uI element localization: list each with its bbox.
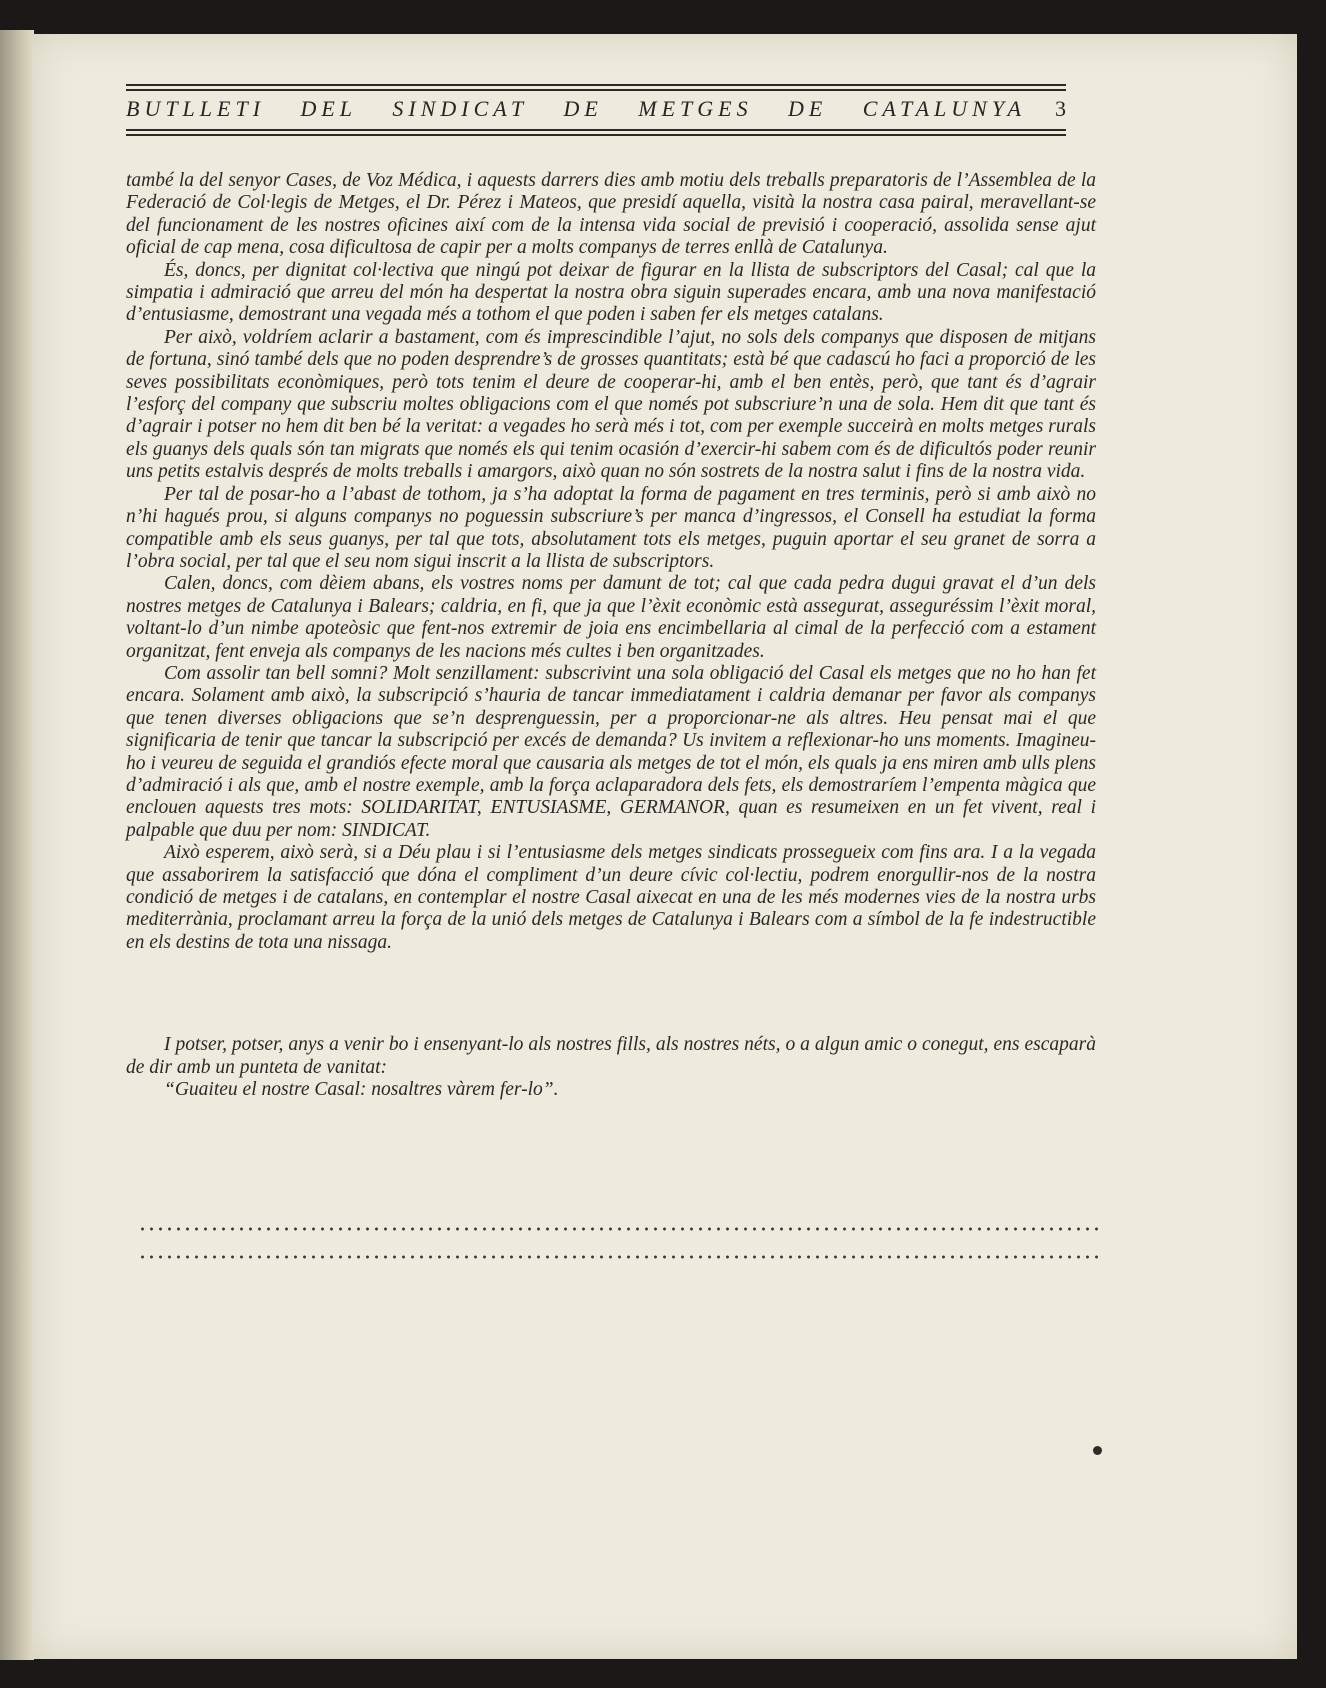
scan-left-edge <box>0 30 34 1660</box>
paragraph: Calen, doncs, com dèiem abans, els vostres noms per damunt de tot; cal que cada pedra dugui gravat el d’un dels nostres metges de Catalunya i Balears; caldria, en fi, que ja que l’èxit econòmic està assegurat, asseguréssim l’èxit moral, voltant-lo d’un nimbe apoteòsic que fent-nos extremir de joia ens encimbellaria al cimal de la perfecció com a estament organitzat, fent enveja als companys de les nacions més cultes i ben organitzades. <box>126 573 1096 662</box>
ellipsis-row <box>138 1250 1098 1264</box>
page-number: 3 <box>1055 96 1066 121</box>
closing-quote: “Guaiteu el nostre Casal: nosaltres vàrem fer-lo”. <box>164 1079 559 1101</box>
running-head <box>126 84 1066 136</box>
paragraph: Per això, voldríem aclarir a bastament, com és imprescindible l’ajut, no sols dels companys que disposen de mitjans de fortuna, sinó també dels que no poden desprendre’s de grosses quantitats; està bé que cadascú ho faci a proporció de les seves possibilitats econòmiques, però tots tenim el deure de cooperar-hi, amb el ben entès, però, que tant és d’agrair l’esforç del company que subscriu moltes obligacions com el que només pot subscriure’n una de sola. Hem dit que tant és d’agrair i potser no hem dit ben bé la veritat: a vegades ho serà més i tot, com per exemple succeirà en molts metges rurals els guanys dels quals són tan migrats que només els qui tenim ocasión d’exercir-hi sabem com és de dificultós poder reunir uns petits estalvis després de molts treballs i amargors, això quan no són sostrets de la nostra salut i fins de la nostra vida. <box>126 326 1096 483</box>
title-word: CATALUNYA <box>862 96 1026 121</box>
title-word: SINDICAT <box>392 96 529 121</box>
journal-title <box>126 92 1026 126</box>
title-word: DEL <box>300 96 357 121</box>
closing-paragraph: I potser, potser, anys a venir bo i ensenyant-lo als nostres fills, als nostres néts, o a algun amic o conegut, ens escaparà de dir amb un punteta de vanitat: <box>126 1034 1096 1078</box>
header-rule-bottom <box>126 134 1066 136</box>
ink-spot <box>1093 1446 1102 1455</box>
title-word: METGES <box>638 96 753 121</box>
header-rule-bottom-inner <box>126 129 1066 131</box>
title-word: DE <box>787 96 828 121</box>
paragraph: Com assolir tan bell somni? Molt senzillament: subscrivint una sola obligació del Casal els metges que no ho han fet encara. Solament amb això, la subscripció s’hauria de tancar immediatament i caldria demanar per favor als companys que tenen diverses obligacions que se’n desprenguessin, per a proporcionar-ne als altres. Heu pensat mai el que significaria de tenir que tancar la subscripció per excés de demanda? Us invitem a reflexionar-ho uns moments. Imagineu-ho i veureu de seguida el grandiós efecte moral que causaria als metges de tot el món, els quals ja ens miren amb ulls plens d’admiració i als que, amb el nostre exemple, amb la força aclaparadora dels fets, els demostraríem l’empenta màgica que enclouen aquests tres mots: SOLIDARITAT, ENTUSIASME, GERMANOR, quan es resumeixen en un fet vivent, real i palpable que duu per nom: SINDICAT. <box>126 662 1096 841</box>
dots-gap <box>126 954 1096 1034</box>
title-word: BUTLLETI <box>126 96 266 121</box>
paragraph: És, doncs, per dignitat col·lectiva que ningú pot deixar de figurar en la llista de subscriptors del Casal; cal que la simpatia i admiració que arreu del món ha despertat la nostra obra siguin superades encara, amb una nova manifestació d’entusiasme, demostrant una vegada més a tothom el que poden i saben fer els metges catalans. <box>126 259 1096 326</box>
ellipsis-row <box>138 1222 1098 1236</box>
header-rule-top <box>126 84 1066 86</box>
paragraph: Això esperem, això serà, si a Déu plau i si l’entusiasme dels metges sindicats prossegueix com fins ara. I a la vegada que assaborirem la satisfacció que dóna el compliment d’un deure cívic col·lectiu, podrem enorgullir-nos de la nostra condició de metges i de catalans, en contemplar el nostre Casal aixecat en una de les més modernes vies de la nostra urbs mediterrània, proclamant arreu la força de la unió dels metges de Catalunya i Balears com a símbol de la fe indestructible en els destins de tota una nissaga. <box>126 842 1096 953</box>
header-rule-top-inner <box>126 89 1066 91</box>
paragraph: també la del senyor Cases, de Voz Médica, i aquests darrers dies amb motiu dels treballs preparatoris de l’Assemblea de la Federació de Col·legis de Metges, el Dr. Pérez i Mateos, que presidí aquella, visità la nostra casa pairal, meravellant-se del funcionament de les nostres oficines així com de la intensa vida social de previsió i cooperació, assolida sense ajut oficial de cap mena, cosa dificultosa de capir per a molts companys de terres enllà de Catalunya. <box>126 170 1096 259</box>
paragraph: Per tal de posar-ho a l’abast de tothom, ja s’ha adoptat la forma de pagament en tres terminis, però si amb això no n’hi hagués prou, si alguns companys no poguessin subscriure’s per manca d’ingressos, el Consell ha estudiat la forma compatible amb els seus guanys, per tal que tots, absolutament tots els metges, puguin aportar el seu granet de sorra a l’obra social, per tal que el seu nom sigui inscrit a la llista de subscriptors. <box>126 483 1096 572</box>
title-word: DE <box>563 96 603 121</box>
article-body <box>126 170 1096 1101</box>
